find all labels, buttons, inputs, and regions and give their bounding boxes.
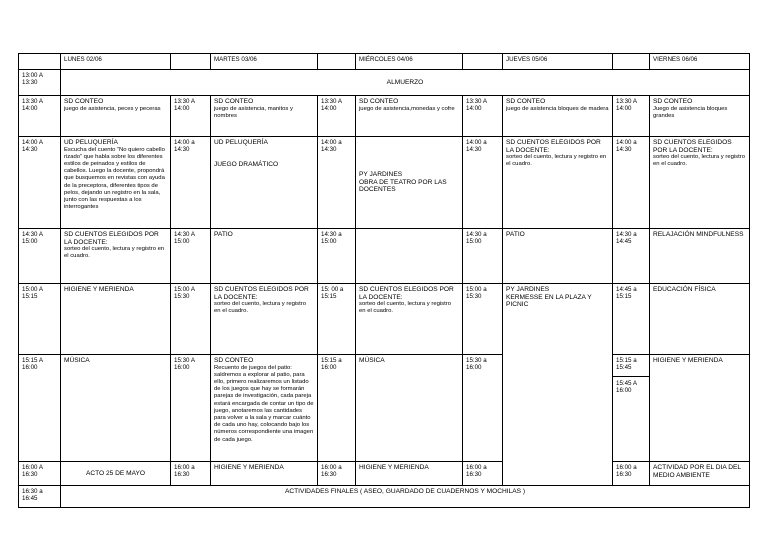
row-1515 (19, 355, 750, 462)
time-cell: 13:30 A 14:00 (19, 96, 61, 137)
activity-cell: PY JARDINES OBRA DE TEATRO POR LAS DOCENTES (356, 137, 463, 229)
time-cell: 14:30 a 15:00 (463, 229, 503, 284)
activity-cell: SD CONTEO juego de asistencia bloques de madera (503, 96, 613, 137)
time-cell: 14:30 A 15:00 (19, 229, 61, 284)
divider (613, 376, 649, 377)
activity-cell: PATIO (503, 229, 613, 284)
activity-cell: SD CUENTOS ELEGIDOS POR LA DOCENTE: sorteo del cuento, lectura y registro en el cuadro. (356, 284, 463, 355)
activity-cell: MÚSICA (356, 355, 463, 462)
time-cell: 16:30 a 16:45 (19, 486, 61, 508)
header-spacer (613, 54, 650, 70)
time-cell: 13:30 A 14:00 (318, 96, 356, 137)
header-spacer (318, 54, 356, 70)
activity-cell: SD CUENTOS ELEGIDOS POR LA DOCENTE: sorteo del cuento, lectura y registro en el cuadro. (650, 137, 750, 229)
activity-cell: SD CONTEO Juego de asistencia bloques grandes (650, 96, 750, 137)
row-1430 (19, 229, 750, 284)
activity-cell: HIGIENE Y MERIENDA (61, 284, 171, 355)
time-cell: 15:00 A 15:30 (171, 284, 211, 355)
row-actividades-finales (19, 486, 750, 508)
activity-cell: MÚSICA (61, 355, 171, 462)
activity-cell: UD PELUQUERÍA Escucha del cuento “No quiero cabello rizado” que habla sobre los diferentes estilos de peinados y estilos de cabellos. Luego la docente, propondrá que busquemos en revistas con ayuda de la preceptora, diferentes tipos de pelos, dejando un registro en la sala, junto con las respuestas a los interrogantes (61, 137, 171, 229)
activity-cell: SD CONTEO juego de asistencia, peces y peceras (61, 96, 171, 137)
time-cell: 15:30 A 16:00 (171, 355, 211, 462)
header-spacer (171, 54, 211, 70)
row-1400 (19, 137, 750, 229)
activity-cell: EDUCACIÓN FÍSICA (650, 284, 750, 355)
time-cell: 16:00 a 16:30 (463, 462, 503, 486)
time-cell: 13:30 A 14:00 (171, 96, 211, 137)
header-spacer (463, 54, 503, 70)
time-cell: 14:30 a 14:45 (613, 229, 650, 284)
time-cell: 14:30 A 15:00 (171, 229, 211, 284)
time-cell: 13:30 A 14:00 (463, 96, 503, 137)
row-almuerzo (19, 70, 750, 96)
time-cell: 15: 00 a 15:15 (318, 284, 356, 355)
time-cell: 15:15 A 16:00 (19, 355, 61, 462)
activity-cell: SD CONTEO juego de asistencia,monedas y cofre (356, 96, 463, 137)
header-corner-cell (19, 54, 61, 70)
time-cell: 15:30 a 16:00 (463, 355, 503, 462)
time-cell: 15:15 a 15:45 15:45 A 16:00 (613, 355, 650, 462)
time-cell: 15:00 A 15:15 (19, 284, 61, 355)
time-cell: 16:00 A 16:30 (19, 462, 61, 486)
day-header-jueves: JUEVES 05/06 (503, 54, 613, 70)
time-cell: 14:45 a 15:15 (613, 284, 650, 355)
activity-cell: SD CONTEO Recuento de juegos del patio: saldremos a explorar al patio, para ello, primero realizaremos un listado de los juegos que hay se formarán parejas de investigación, cada pareja estará encargada de contar un tipo de juego, anotaremos las cantidades para volver a la sala y marcar cuánto de cada uno hay, colocando bajo los números correspondiente una imagen de cada juego. (211, 355, 318, 462)
day-header-lunes: LUNES 02/06 (61, 54, 171, 70)
time-cell: 14:00 a 14:30 (171, 137, 211, 229)
activity-cell: SD CONTEO juego de asistencia, manitos y nombres (211, 96, 318, 137)
time-cell: 14:30 a 15:00 (318, 229, 356, 284)
activity-cell: UD PELUQUERÍA JUEGO DRAMÁTICO (211, 137, 318, 229)
row-1330 (19, 96, 750, 137)
time-cell: 16:00 a 16:30 (613, 462, 650, 486)
activity-cell: HIGIENE Y MERIENDA (650, 355, 750, 462)
activity-cell: SD CUENTOS ELEGIDOS POR LA DOCENTE: sorteo del cuento, lectura y registro en el cuadro. (503, 137, 613, 229)
row-1500 (19, 284, 750, 355)
time-cell: 14:00 a 14:30 (318, 137, 356, 229)
activity-cell: SD CUENTOS ELEGIDOS POR LA DOCENTE: sorteo del cuento, lectura y registro en el cuadro. (211, 284, 318, 355)
time-cell: 16:00 a 16:30 (318, 462, 356, 486)
time-cell: 14:00 a 14:30 (613, 137, 650, 229)
time-cell: 13:00 A 13:30 (19, 70, 61, 96)
activity-cell: ACTIVIDAD POR EL DIA DEL MEDIO AMBIENTE (650, 462, 750, 486)
row-1600 (19, 462, 750, 486)
header-row (19, 54, 750, 70)
time-cell: 16:00 a 16:30 (171, 462, 211, 486)
activity-cell: HIGIENE Y MERIENDA (356, 462, 463, 486)
time-cell: 13:30 A 14:00 (613, 96, 650, 137)
activity-cell-kermesse: PY JARDINES KERMESSE EN LA PLAZA Y PICNIC (503, 284, 613, 486)
activity-cell: SD CUENTOS ELEGIDOS POR LA DOCENTE: sorteo del cuento, lectura y registro en el cuadro. (61, 229, 171, 284)
activity-cell: PATIO (211, 229, 318, 284)
schedule-table (18, 53, 750, 508)
time-cell: 14:00 A 14:30 (19, 137, 61, 229)
day-header-martes: MARTES 03/06 (211, 54, 318, 70)
time-cell: 15:00 a 15:30 (463, 284, 503, 355)
day-header-miercoles: MIÉRCOLES 04/06 (356, 54, 463, 70)
actividades-finales-cell: ACTIVIDADES FINALES ( ASEO, GUARDADO DE CUADERNOS Y MOCHILAS ) (61, 486, 750, 508)
day-header-viernes: VIERNES 06/06 (650, 54, 750, 70)
time-cell: 15:15 a 16:00 (318, 355, 356, 462)
time-cell: 14:00 a 14:30 (463, 137, 503, 229)
activity-cell: ACTO 25 DE MAYO (61, 462, 171, 486)
activity-cell: HIGIENE Y MERIENDA (211, 462, 318, 486)
almuerzo-cell: ALMUERZO (61, 70, 750, 96)
activity-cell: RELAJACIÓN MINDFULNESS (650, 229, 750, 284)
activity-cell (356, 229, 463, 284)
